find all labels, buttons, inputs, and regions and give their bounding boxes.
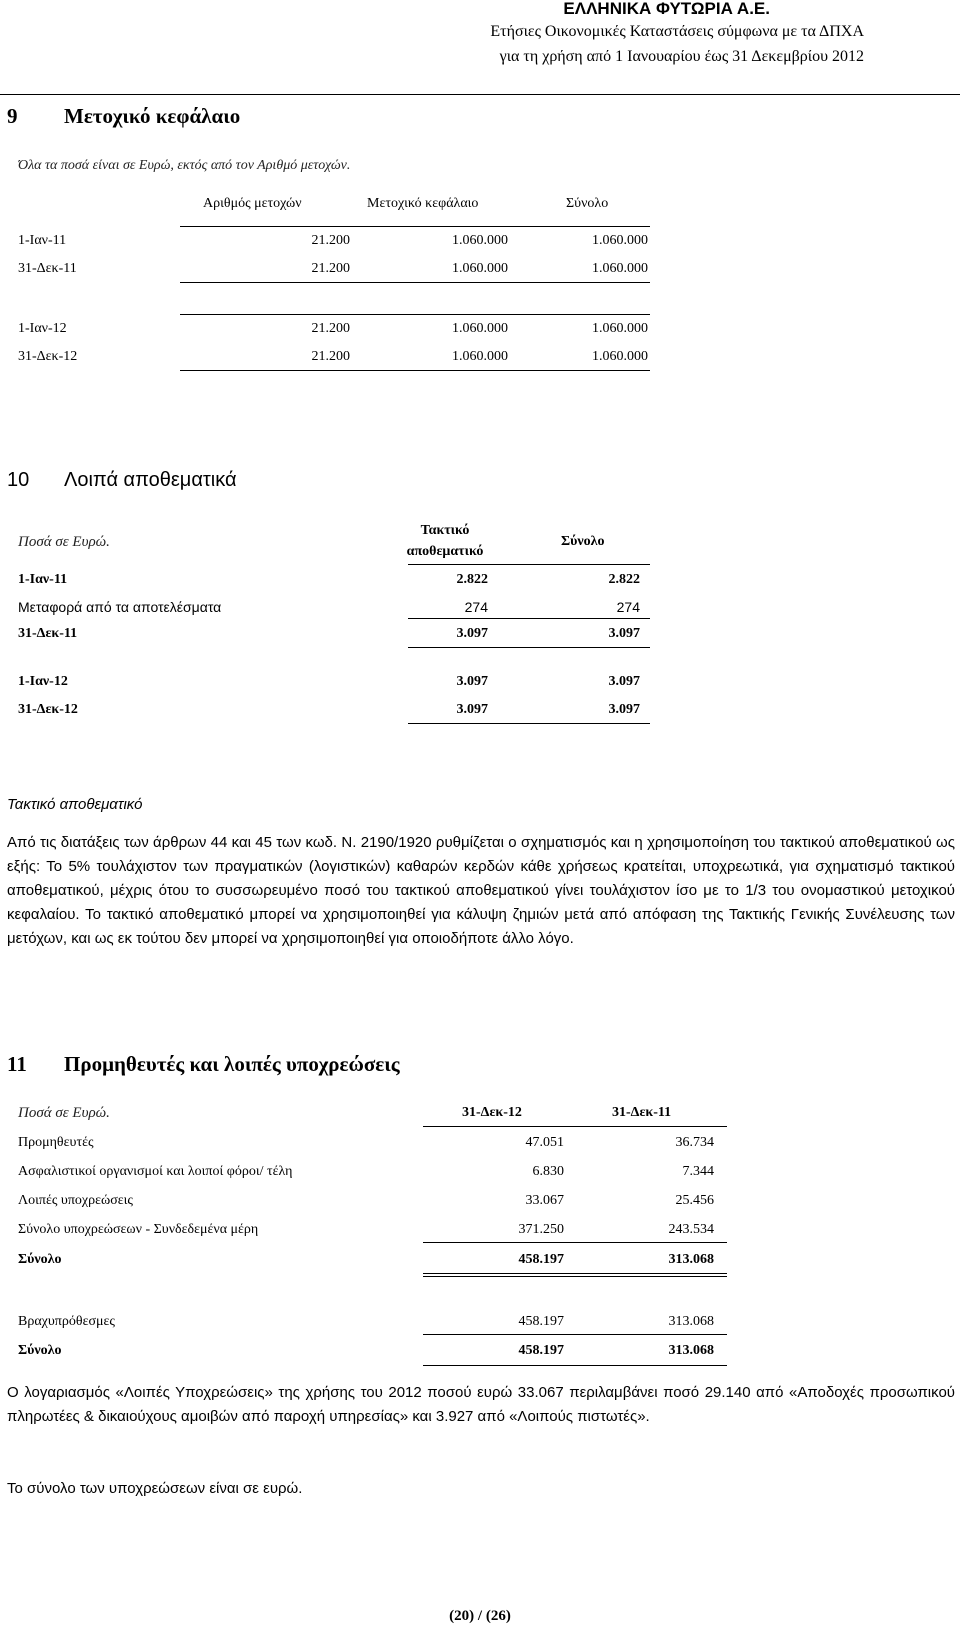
- cell-value: 1.060.000: [452, 261, 508, 276]
- cell-value: 2.822: [608, 572, 640, 587]
- page-header: [0, 0, 960, 96]
- table-rule: [180, 282, 650, 283]
- cell-value: 36.734: [675, 1135, 714, 1150]
- payables-paragraph: Ο λογαριασμός «Λοιπές Υποχρεώσεις» της χρήσης του 2012 ποσού ευρώ 33.067 περιλαμβάνει ποσό 29.140 από «Αποδοχές προσωπικού πληρωτέες & δικαιούχους αμοιβών από παροχή υπηρεσίας» και 3.927 από «Λοιπούς πιστωτές».: [7, 1384, 955, 1425]
- column-header: Αριθμός μετοχών: [203, 196, 302, 211]
- row-label: 1-Ιαν-12: [18, 321, 67, 336]
- table-rule: [423, 1365, 727, 1366]
- row-label: 1-Ιαν-11: [18, 572, 68, 587]
- cell-value: 3.097: [608, 626, 640, 641]
- row-label: 1-Ιαν-12: [18, 674, 68, 689]
- payables-currency-note: Το σύνολο των υποχρεώσεων είναι σε ευρώ.: [7, 1480, 303, 1497]
- section-10-heading: [7, 468, 237, 492]
- row-label: 31-Δεκ-11: [18, 626, 78, 641]
- cell-value: 243.534: [668, 1222, 714, 1237]
- cell-value: 3.097: [608, 674, 640, 689]
- cell-value: 1.060.000: [592, 233, 648, 248]
- cell-value: 1.060.000: [592, 321, 648, 336]
- column-header: αποθεματικό: [406, 544, 484, 559]
- section-title: Λοιπά αποθεματικά: [64, 469, 237, 491]
- cell-value: 21.200: [311, 321, 350, 336]
- table-rule: [423, 1334, 727, 1335]
- cell-value: 6.830: [532, 1164, 564, 1179]
- header-subtitle: Ετήσιες Οικονομικές Καταστάσεις σύμφωνα με τα ΔΠΧΑ: [490, 23, 864, 40]
- section-9-note: Όλα τα ποσά είναι σε Ευρώ, εκτός από τον Αριθμό μετοχών.: [18, 158, 351, 173]
- header-rule: [0, 94, 960, 95]
- cell-value: 3.097: [456, 674, 488, 689]
- cell-value: 3.097: [456, 702, 488, 717]
- cell-value: 21.200: [311, 261, 350, 276]
- cell-value: 1.060.000: [452, 349, 508, 364]
- cell-value: 458.197: [518, 1314, 564, 1329]
- cell-value: 1.060.000: [592, 261, 648, 276]
- table-rule: [408, 647, 650, 648]
- cell-value: 7.344: [682, 1164, 714, 1179]
- section-number: 10: [7, 469, 30, 491]
- column-header: 31-Δεκ-11: [612, 1105, 672, 1120]
- row-label: 1-Ιαν-11: [18, 233, 67, 248]
- row-label: Μεταφορά από τα αποτελέσματα: [18, 599, 222, 615]
- cell-value-total: 313.068: [668, 1343, 714, 1358]
- row-label-total: Σύνολο: [18, 1343, 62, 1358]
- cell-value: 21.200: [311, 349, 350, 364]
- row-label: Σύνολο υποχρεώσεων - Συνδεδεμένα μέρη: [18, 1222, 259, 1237]
- table-rule: [408, 618, 650, 619]
- section-11-heading: [7, 1052, 400, 1076]
- column-header: Σύνολο: [561, 534, 605, 549]
- table-rule: [423, 1242, 727, 1243]
- cell-value-total: 458.197: [518, 1252, 564, 1267]
- cell-value: 1.060.000: [452, 233, 508, 248]
- cell-value: 25.456: [675, 1193, 714, 1208]
- row-label: 31-Δεκ-11: [18, 261, 77, 276]
- table-rule: [408, 723, 650, 724]
- cell-value: 47.051: [525, 1135, 564, 1150]
- cell-value: 274: [464, 599, 488, 615]
- unit-note: Ποσά σε Ευρώ.: [18, 1105, 110, 1121]
- table-rule: [408, 564, 650, 565]
- row-label: 31-Δεκ-12: [18, 702, 78, 717]
- row-label-total: Σύνολο: [18, 1252, 62, 1267]
- table-rule: [423, 1126, 727, 1127]
- header-period: για τη χρήση από 1 Ιανουαρίου έως 31 Δεκεμβρίου 2012: [499, 48, 864, 65]
- cell-value: 1.060.000: [592, 349, 648, 364]
- table-rule: [423, 1276, 727, 1277]
- section-9-heading: [7, 104, 240, 128]
- cell-value: 21.200: [311, 233, 350, 248]
- row-label: Βραχυπρόθεσμες: [18, 1314, 115, 1329]
- cell-value: 2.822: [456, 572, 488, 587]
- company-name: ΕΛΛΗΝΙΚΑ ΦΥΤΩΡΙΑ Α.Ε.: [563, 0, 770, 18]
- cell-value: 371.250: [518, 1222, 564, 1237]
- column-header: Σύνολο: [566, 196, 609, 211]
- column-header: Τακτικό: [420, 523, 470, 538]
- table-rule: [423, 1273, 727, 1274]
- row-label: Λοιπές υποχρεώσεις: [18, 1193, 133, 1208]
- subheading: Τακτικό αποθεματικό: [7, 796, 143, 813]
- row-label: Ασφαλιστικοί οργανισμοί και λοιποί φόροι/ τέλη: [18, 1164, 293, 1179]
- section-number: 9: [7, 104, 18, 128]
- cell-value: 3.097: [608, 702, 640, 717]
- cell-value: 274: [616, 599, 640, 615]
- table-rule: [180, 370, 650, 371]
- unit-note: Ποσά σε Ευρώ.: [18, 534, 110, 550]
- cell-value: 33.067: [525, 1193, 564, 1208]
- column-header: Μετοχικό κεφάλαιο: [367, 196, 479, 211]
- cell-value: 1.060.000: [452, 321, 508, 336]
- row-label: 31-Δεκ-12: [18, 349, 78, 364]
- cell-value: 3.097: [456, 626, 488, 641]
- reserve-paragraph: Από τις διατάξεις των άρθρων 44 και 45 των κωδ. Ν. 2190/1920 ρυθμίζεται ο σχηματισμός και η χρησιμοποίηση του τακτικού αποθεματικού ως εξής: Το 5% τουλάχιστον των πραγματικών (λογιστικών) καθαρών κερδών κάθε χρήσεως κρατείται, υποχρεωτικά, για σχηματισμό τακτικού αποθεματικού, μέχρις ότου το συσσωρευμένο ποσό του τακτικού αποθεματικού γίνει τουλάχιστον ίσο με το 1/3 του ονομαστικού μετοχικού κεφαλαίου. Το τακτικό αποθεματικό μπορεί να χρησιμοποιηθεί για κάλυψη ζημιών μετά από απόφαση της Τακτικής Γενικής Συνέλευσης των μετόχων, και ως εκ τούτου δεν μπορεί να χρησιμοποιηθεί για οποιοδήποτε άλλο λόγο.: [7, 834, 955, 947]
- section-number: 11: [7, 1052, 27, 1076]
- row-label: Προμηθευτές: [18, 1135, 94, 1150]
- cell-value-total: 313.068: [668, 1252, 714, 1267]
- table-rule: [180, 314, 650, 315]
- section-title: Προμηθευτές και λοιπές υποχρεώσεις: [64, 1052, 400, 1076]
- section-title: Μετοχικό κεφάλαιο: [64, 104, 241, 128]
- cell-value: 313.068: [668, 1314, 714, 1329]
- cell-value-total: 458.197: [518, 1343, 564, 1358]
- table-rule: [180, 226, 650, 227]
- column-header: 31-Δεκ-12: [462, 1105, 522, 1120]
- page-number: (20) / (26): [449, 1608, 511, 1624]
